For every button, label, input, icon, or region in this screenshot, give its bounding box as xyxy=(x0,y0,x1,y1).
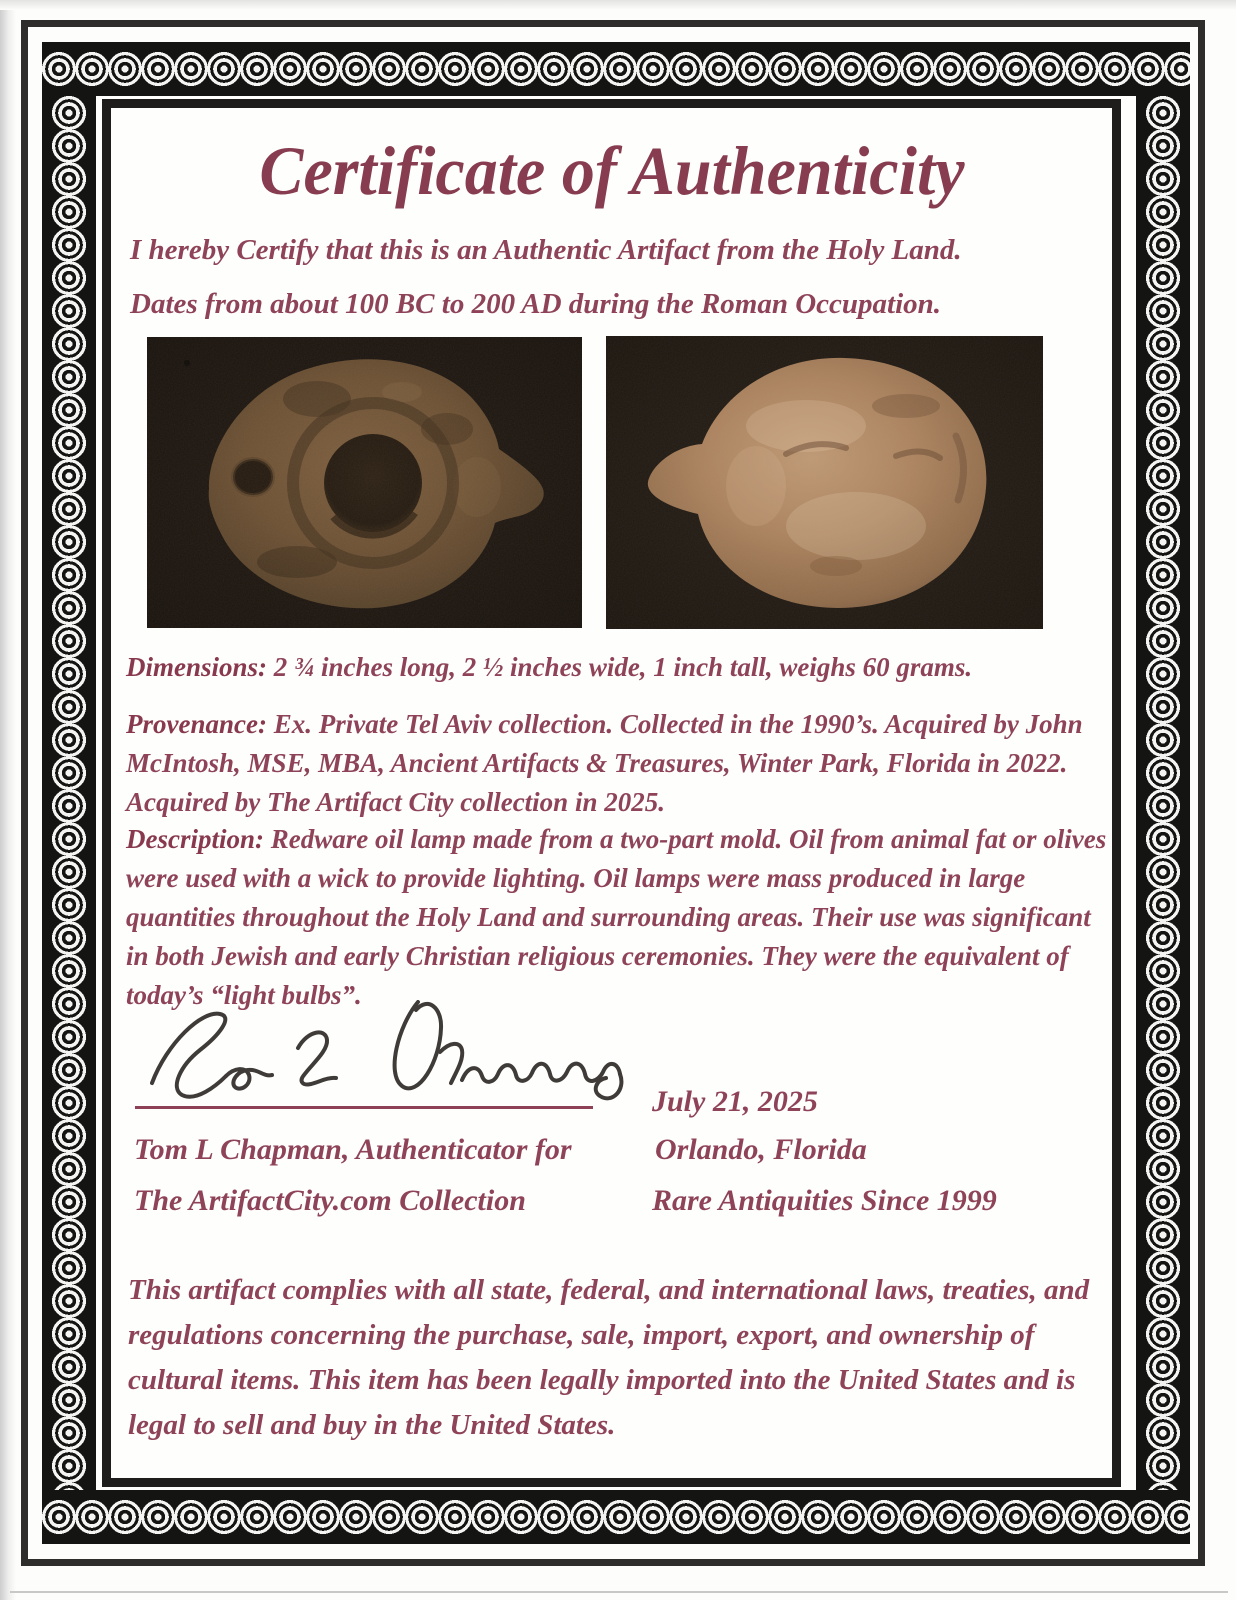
provenance-text: Ex. Private Tel Aviv collection. Collected in the 1990’s. Acquired by John McIntosh, MSE, MBA, Ancient Artifacts & Treasures, Winter Park, Florida in 2022. Acquired by The Artifact City collection in 2025. xyxy=(126,709,1083,817)
oil-lamp-top-view-illustration xyxy=(147,337,582,628)
artifact-photo-bottom-view xyxy=(606,336,1043,629)
dating-statement: Dates from about 100 BC to 200 AD during the Roman Occupation. xyxy=(130,288,942,320)
circle-pattern-top xyxy=(42,42,1190,96)
certificate-title: Certificate of Authenticity xyxy=(259,133,965,210)
circle-pattern-left xyxy=(42,96,96,1490)
oil-lamp-bottom-view-illustration xyxy=(606,336,1043,629)
dimensions-label: Dimensions: xyxy=(126,652,268,682)
authenticator-line: Tom L Chapman, Authenticator for xyxy=(134,1133,572,1166)
scan-edge-top xyxy=(0,0,1236,10)
description-label: Description: xyxy=(126,824,264,854)
circle-pattern-right xyxy=(1136,96,1190,1490)
collection-line: The ArtifactCity.com Collection xyxy=(134,1184,526,1217)
artifact-photo-top-view xyxy=(147,337,582,628)
location-line: Orlando, Florida xyxy=(655,1133,867,1166)
tagline-line: Rare Antiquities Since 1999 xyxy=(652,1184,997,1217)
certificate-content xyxy=(112,110,1112,1478)
dimensions-line xyxy=(126,648,1112,687)
signature-line xyxy=(135,1106,593,1109)
scan-edge-bottom xyxy=(10,1591,1228,1593)
provenance-label: Provenance: xyxy=(126,709,267,739)
provenance-paragraph xyxy=(126,705,1112,822)
certify-statement: I hereby Certify that this is an Authentic Artifact from the Holy Land. xyxy=(130,234,962,266)
description-paragraph xyxy=(126,820,1112,1015)
circle-pattern-bottom xyxy=(42,1490,1190,1544)
dimensions-text: 2 ¾ inches long, 2 ½ inches wide, 1 inch tall, weighs 60 grams. xyxy=(273,652,973,682)
scan-edge-left xyxy=(0,0,16,1600)
certificate-date: July 21, 2025 xyxy=(652,1085,818,1118)
description-text: Redware oil lamp made from a two-part mold. Oil from animal fat or olives were used with a wick to provide lighting. Oil lamps were mass produced in large quantities throughout the Holy Land and surrounding areas. Their use was significant in both Jewish and early Christian religious ceremonies. They were the equivalent of today’s “light bulbs”. xyxy=(126,824,1107,1010)
legal-statement: This artifact complies with all state, federal, and international laws, treaties, and regulations concerning the purchase, sale, import, export, and ownership of cultural items. This item has been legally imported into the United States and is legal to sell and buy in the United States. xyxy=(128,1274,1090,1441)
